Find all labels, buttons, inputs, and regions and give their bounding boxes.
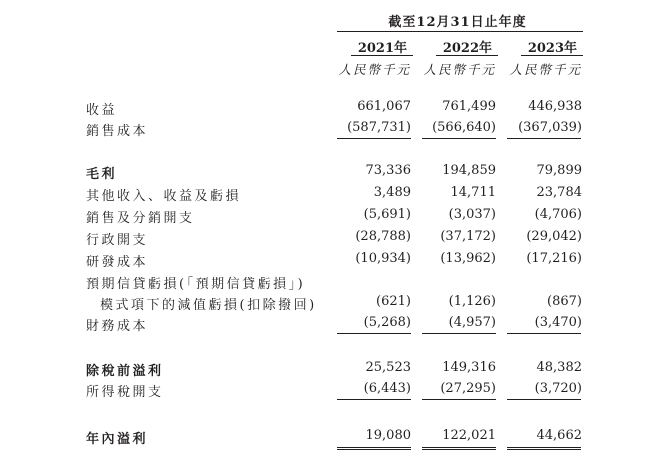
value-2023: (17,216) <box>526 251 582 266</box>
value-2022: 14,711 <box>450 185 496 200</box>
total-double-rule-2021 <box>337 447 411 450</box>
year-header-2023: 2023年 <box>527 41 577 56</box>
row-administrative <box>0 229 660 247</box>
row-profit-for-year <box>0 428 660 446</box>
value-2021: (5,268) <box>363 315 411 330</box>
value-2023: 23,784 <box>536 185 582 200</box>
unit-label-2021: 人民幣千元 <box>338 62 411 77</box>
subtotal-rule-2022 <box>422 399 496 400</box>
value-2023: 446,938 <box>528 99 582 114</box>
value-2021: (5,691) <box>363 207 411 222</box>
subtotal-rule-2023 <box>507 399 581 400</box>
value-2021: 661,067 <box>357 99 411 114</box>
row-other-income <box>0 185 660 203</box>
value-2023: (3,720) <box>534 381 582 396</box>
row-label-continued: 模式項下的減值虧損(扣除撥回) <box>100 298 317 313</box>
subtotal-rule-2021 <box>337 333 411 334</box>
value-2021: (621) <box>376 294 411 309</box>
value-2022: (4,957) <box>448 315 496 330</box>
row-revenue <box>0 99 660 117</box>
subtotal-rule-2023 <box>507 138 581 139</box>
value-2022: (3,037) <box>448 207 496 222</box>
year-underline-2021 <box>351 55 413 56</box>
value-2023: (867) <box>547 294 582 309</box>
subtotal-rule-2021 <box>337 399 411 400</box>
row-finance-costs <box>0 315 660 333</box>
value-2022: 149,316 <box>442 360 496 375</box>
row-label: 其他收入、收益及虧損 <box>86 189 242 204</box>
period-header: 截至12月31日止年度 <box>388 15 527 30</box>
total-double-rule-2023 <box>507 447 581 450</box>
subtotal-rule-2022 <box>422 138 496 139</box>
total-double-rule-2022 <box>422 447 496 450</box>
value-2022: (27,295) <box>440 381 496 396</box>
value-2023: 79,899 <box>536 163 582 178</box>
value-2023: (3,470) <box>534 315 582 330</box>
value-2021: (6,443) <box>363 381 411 396</box>
period-underline <box>337 31 583 32</box>
value-2021: (28,788) <box>355 229 411 244</box>
year-underline-2023 <box>521 55 583 56</box>
value-2021: 73,336 <box>365 163 411 178</box>
row-rnd <box>0 251 660 269</box>
row-label: 財務成本 <box>86 319 149 334</box>
value-2021: 25,523 <box>365 360 411 375</box>
value-2023: (4,706) <box>534 207 582 222</box>
row-ecl-line1 <box>0 273 660 291</box>
subtotal-rule-2021 <box>337 138 411 139</box>
subtotal-rule-2022 <box>422 333 496 334</box>
value-2021: 3,489 <box>373 185 411 200</box>
row-label: 研發成本 <box>86 255 149 270</box>
row-ecl-line2 <box>0 294 660 312</box>
value-2023: 44,662 <box>536 428 582 443</box>
row-label: 所得稅開支 <box>86 385 164 400</box>
value-2022: 761,499 <box>442 99 496 114</box>
row-gross-profit <box>0 163 660 181</box>
year-underline-2022 <box>436 55 498 56</box>
value-2022: 194,859 <box>442 163 496 178</box>
row-selling-distribution <box>0 207 660 225</box>
year-header-2022: 2022年 <box>442 41 492 56</box>
row-label: 銷售成本 <box>86 124 149 139</box>
row-label: 銷售及分銷開支 <box>86 211 195 226</box>
value-2021: (10,934) <box>355 251 411 266</box>
value-2021: (587,731) <box>347 120 411 135</box>
year-header-2021: 2021年 <box>357 41 407 56</box>
row-label: 收益 <box>86 103 118 118</box>
value-2022: 122,021 <box>442 428 496 443</box>
row-cost-of-sales <box>0 120 660 138</box>
unit-label-2023: 人民幣千元 <box>509 62 582 77</box>
row-income-tax <box>0 381 660 399</box>
row-label: 行政開支 <box>86 233 149 248</box>
value-2023: (29,042) <box>526 229 582 244</box>
value-2021: 19,080 <box>365 428 411 443</box>
value-2022: (37,172) <box>440 229 496 244</box>
value-2022: (566,640) <box>432 120 496 135</box>
subtotal-rule-2023 <box>507 333 581 334</box>
row-label: 預期信貸虧損(「預期信貸虧損」) <box>86 277 306 292</box>
value-2022: (13,962) <box>440 251 496 266</box>
value-2023: (367,039) <box>518 120 582 135</box>
row-label: 年內溢利 <box>86 432 149 447</box>
unit-label-2022: 人民幣千元 <box>423 62 496 77</box>
row-label: 毛利 <box>86 167 118 182</box>
row-profit-before-tax <box>0 360 660 378</box>
value-2022: (1,126) <box>448 294 496 309</box>
value-2023: 48,382 <box>536 360 582 375</box>
row-label: 除稅前溢利 <box>86 364 164 379</box>
